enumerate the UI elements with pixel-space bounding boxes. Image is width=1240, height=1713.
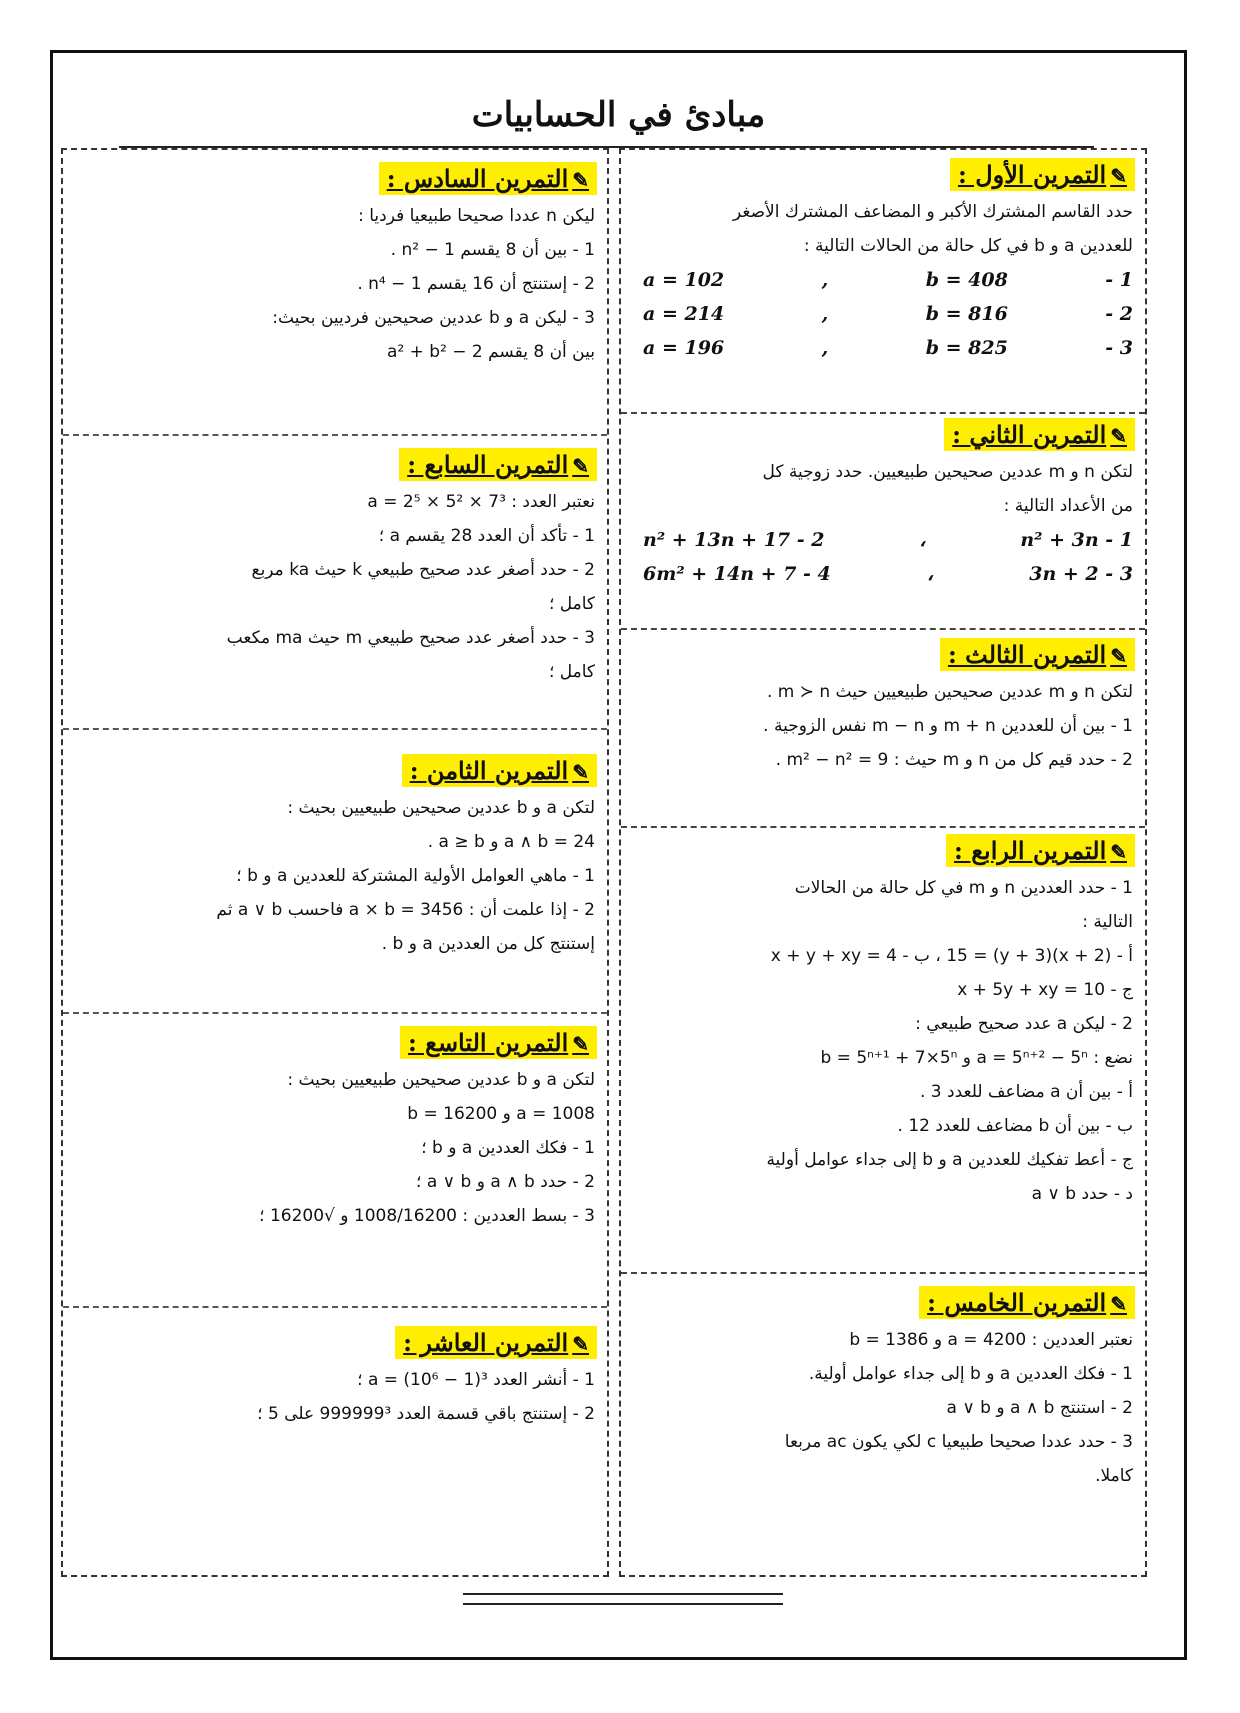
exercise-text: حدد القاسم المشترك الأكبر و المضاعف المشترك الأصغر (733, 202, 1133, 222)
exercise-heading: ✎التمرين الخامس : (919, 1286, 1135, 1319)
exercise-heading: ✎التمرين الثاني : (944, 418, 1135, 451)
exercise-text: 3 - ليكن a و b عددين صحيحين فرديين بحيث: (272, 308, 595, 328)
section-divider (621, 826, 1145, 828)
exercise-text: للعددين a و b في كل حالة من الحالات التالية : (803, 236, 1133, 256)
exercise-3 (621, 638, 1145, 777)
exercise-text: 2 - إستنتج باقي قسمة العدد 999999³ على 5 ؛ (257, 1404, 595, 1424)
exercise-heading: ✎التمرين التاسع : (400, 1026, 597, 1059)
pencil-icon: ✎ (1110, 164, 1127, 188)
pencil-icon: ✎ (1110, 840, 1127, 864)
pencil-icon: ✎ (572, 168, 589, 192)
exercise-text: 1 - بين أن 8 يقسم n² − 1 . (390, 240, 595, 260)
footer-rule (463, 1593, 783, 1595)
pencil-icon: ✎ (1110, 644, 1127, 668)
exercise-text: 3 - حدد عددا صحيحا طبيعيا c لكي يكون ac مربعا (784, 1432, 1133, 1452)
right-column (619, 148, 1147, 1577)
exercise-text: كامل ؛ (548, 594, 595, 614)
section-divider (63, 1306, 607, 1308)
exercise-text: 2 - استنتج a ∧ b و a ∨ b (946, 1398, 1133, 1418)
page-title: مبادئ في الحسابيات (471, 95, 766, 135)
pencil-icon: ✎ (572, 760, 589, 784)
exercise-10 (63, 1326, 607, 1431)
exercise-text: ليكن n عددا صحيحا طبيعيا فرديا : (358, 206, 595, 226)
case-row: 2 - b = 816 , a = 214 (643, 303, 1133, 325)
exercise-heading: ✎التمرين الأول : (950, 158, 1135, 191)
exercise-text: 3 - حدد أصغر عدد صحيح طبيعي m حيث ma مكعب (226, 628, 595, 648)
exercise-text: بين أن 8 يقسم a² + b² − 2 (386, 342, 595, 362)
exercise-text: a = 1008 و b = 16200 (407, 1104, 595, 1124)
exercise-text: د - حدد a ∨ b (1031, 1184, 1133, 1204)
exercise-text: أ - بين أن a مضاعف للعدد 3 . (919, 1082, 1133, 1102)
exercise-6 (63, 162, 607, 369)
section-divider (621, 628, 1145, 630)
exercise-text: أ - (x + 2)(y + 3) = 15 ، ب - x + y + xy = 4 (770, 946, 1133, 966)
exercise-1 (621, 158, 1145, 365)
case-row: 1 - b = 408 , a = 102 (643, 269, 1133, 291)
exercise-text: نضع : a = 5ⁿ⁺² − 5ⁿ و b = 5ⁿ⁺¹ + 7×5ⁿ (820, 1048, 1133, 1068)
exercise-text: كاملا. (1095, 1466, 1133, 1486)
exercise-text: لتكن n و m عددين صحيحين طبيعيين. حدد زوجية كل (762, 462, 1133, 482)
exercise-heading: ✎التمرين الثالث : (940, 638, 1135, 671)
exercise-text: 2 - حدد قيم كل من n و m حيث : m² − n² = 9 . (775, 750, 1133, 770)
exercise-text: 1 - ماهي العوامل الأولية المشتركة للعددين a و b ؛ (236, 866, 595, 886)
exercise-text: ب - بين أن b مضاعف للعدد 12 . (897, 1116, 1133, 1136)
exercise-text: 1 - أنشر العدد a = (10⁶ − 1)³ ؛ (357, 1370, 595, 1390)
section-divider (63, 728, 607, 730)
exercise-text: a ∧ b = 24 و a ≥ b . (427, 832, 595, 852)
exercise-text: 2 - حدد a ∧ b و a ∨ b ؛ (416, 1172, 595, 1192)
exercise-text: لتكن a و b عددين صحيحين طبيعيين بحيث : (287, 798, 595, 818)
exercise-text: 2 - إستنتج أن 16 يقسم n⁴ − 1 . (357, 274, 595, 294)
section-divider (621, 1272, 1145, 1274)
exercise-text: ج - أعط تفكيك للعددين a و b إلى جداء عوامل أولية (766, 1150, 1133, 1170)
exercise-text: لتكن n و m عددين صحيحين طبيعيين حيث m ≻ n . (766, 682, 1133, 702)
exercise-text: نعتبر العدد : a = 2⁵ × 5² × 7³ (367, 492, 595, 512)
section-divider (63, 434, 607, 436)
footer-rules (463, 1593, 783, 1613)
exercise-2 (621, 418, 1145, 591)
exercise-text: ج - x + 5y + xy = 10 (957, 980, 1133, 1000)
exercise-text: 1 - بين أن للعددين m + n و m − n نفس الزوجية . (763, 716, 1133, 736)
exercise-text: 2 - ليكن a عدد صحيح طبيعي : (915, 1014, 1133, 1034)
pencil-icon: ✎ (572, 1332, 589, 1356)
left-column (61, 148, 609, 1577)
exercise-heading: ✎التمرين الرابع : (946, 834, 1135, 867)
exercise-text: التالية : (1082, 912, 1133, 932)
exercise-text: نعتبر العددين : a = 4200 و b = 1386 (849, 1330, 1133, 1350)
case-row: 3 - b = 825 , a = 196 (643, 337, 1133, 359)
exercise-text: 1 - فكك العددين a و b إلى جداء عوامل أولية. (808, 1364, 1133, 1384)
exercise-text: من الأعداد التالية : (1003, 496, 1133, 516)
exercise-text: 1 - حدد العددين n و m في كل حالة من الحالات (794, 878, 1133, 898)
pencil-icon: ✎ (1110, 1292, 1127, 1316)
exercise-heading: ✎التمرين السادس : (379, 162, 597, 195)
exercise-text: 2 - حدد أصغر عدد صحيح طبيعي k حيث ka مربع (251, 560, 595, 580)
expression-row: 1 - n² + 3n ، 2 - n² + 13n + 17 (643, 529, 1133, 551)
exercise-text: إستنتج كل من العددين a و b . (381, 934, 595, 954)
exercise-8 (63, 754, 607, 961)
exercise-text: 1 - تأكد أن العدد 28 يقسم a ؛ (378, 526, 595, 546)
pencil-icon: ✎ (572, 454, 589, 478)
exercise-text: لتكن a و b عددين صحيحين طبيعيين بحيث : (287, 1070, 595, 1090)
exercise-7 (63, 448, 607, 689)
exercise-heading: ✎التمرين السابع : (399, 448, 597, 481)
exercise-text: كامل ؛ (548, 662, 595, 682)
section-divider (621, 412, 1145, 414)
pencil-icon: ✎ (572, 1032, 589, 1056)
exercise-heading: ✎التمرين العاشر : (395, 1326, 597, 1359)
exercise-text: 1 - فكك العددين a و b ؛ (421, 1138, 595, 1158)
exercise-5 (621, 1286, 1145, 1493)
exercise-text: 2 - إذا علمت أن : a × b = 3456 فاحسب a ∨ b ثم (216, 900, 595, 920)
exercise-9 (63, 1026, 607, 1233)
section-divider (63, 1012, 607, 1014)
exercise-heading: ✎التمرين الثامن : (402, 754, 597, 787)
footer-rule (463, 1603, 783, 1605)
exercise-text: 3 - بسط العددين : 1008/16200 و √16200 ؛ (259, 1206, 595, 1226)
page-frame (50, 50, 1187, 1660)
expression-row: 3 - 3n + 2 ، 4 - 6m² + 14n + 7 (643, 563, 1133, 585)
pencil-icon: ✎ (1110, 424, 1127, 448)
exercise-4 (621, 834, 1145, 1211)
